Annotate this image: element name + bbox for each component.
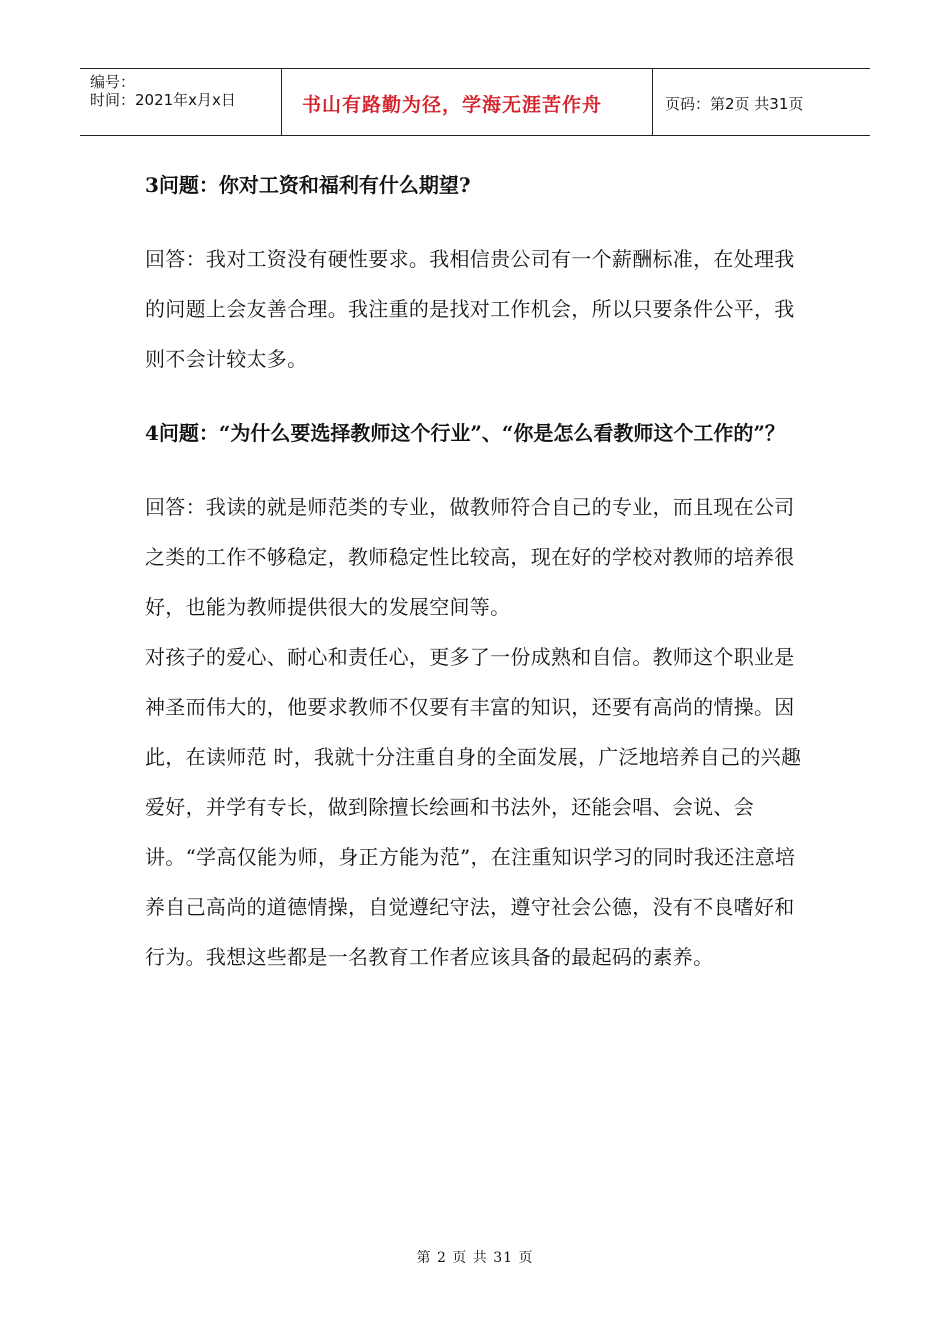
page-number-label: 页码：第2页 共31页 <box>665 95 804 113</box>
answer-4-paragraph-1: 回答：我读的就是师范类的专业，做教师符合自己的专业，而且现在公司之类的工作不够稳定，教师稳定性比较高，现在好的学校对教师的培养很好，也能为教师提供很大的发展空间等。 <box>145 495 795 619</box>
motto-text: 书山有路勤为径，学海无涯苦作舟 <box>302 94 603 116</box>
page-header <box>80 68 870 136</box>
serial-number-label: 编号： <box>90 73 136 91</box>
header-motto-cell <box>281 69 653 135</box>
document-body <box>145 160 805 982</box>
header-page-cell <box>653 69 870 135</box>
question-3: 3问题：你对工资和福利有什么期望? <box>145 173 471 197</box>
answer-3: 回答：我对工资没有硬性要求。我相信贵公司有一个薪酬标准，在处理我的问题上会友善合理。我注重的是找对工作机会，所以只要条件公平，我则不会计较太多。 <box>145 247 795 371</box>
question-4: 4问题：“为什么要选择教师这个行业”、“你是怎么看教师这个工作的”？ <box>145 421 785 445</box>
page-footer: 第 2 页 共 31 页 <box>416 1250 534 1266</box>
header-meta <box>80 69 281 135</box>
date-label: 时间：2021年x月x日 <box>90 91 236 109</box>
answer-4-paragraph-2: 对孩子的爱心、耐心和责任心，更多了一份成熟和自信。教师这个职业是神圣而伟大的，他要求教师不仅要有丰富的知识，还要有高尚的情操。因此，在读师范 时，我就十分注重自身的全面发展，广泛地培养自己的兴趣爱好，并学有专长，做到除擅长绘画和书法外，还能会唱、会说、会讲。“学高仅能为师，身正方能为范”，在注重知识学习的同时我还注意培养自己高尚的道德情操，自觉遵纪守法，遵守社会公德，没有不良嗜好和行为。我想这些都是一名教育工作者应该具备的最起码的素养。 <box>145 645 802 969</box>
